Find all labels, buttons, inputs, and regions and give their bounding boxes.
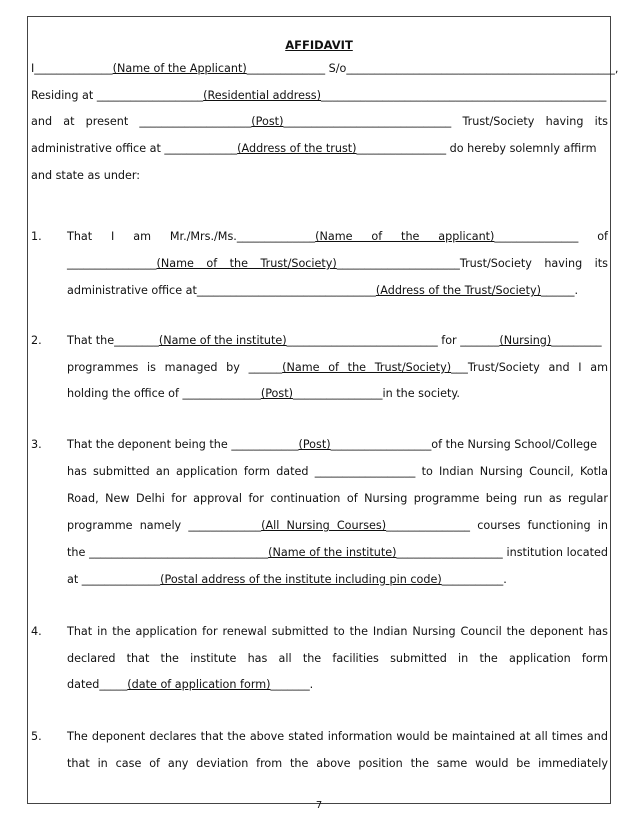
item-5-line-1: The deponent declares that the above stated information would be maintained at all times and xyxy=(67,730,608,743)
item-number: 5. xyxy=(31,730,42,743)
item-number: 2. xyxy=(31,334,42,347)
item-3-line-6: at ______________(Postal address of the institute including pin code)___________. xyxy=(67,573,507,586)
item-4-line-1: That in the application for renewal submitted to the Indian Nursing Council the deponent has xyxy=(67,625,608,638)
intro-line-2: Residing at ___________________(Residential address)___________________________________________________ xyxy=(31,89,607,102)
item-4-line-2: declared that the institute has all the facilities submitted in the application form xyxy=(67,652,608,665)
item-number: 1. xyxy=(31,230,42,243)
item-2-line-1: That the________(Name of the institute)___________________________ for _______(Nursing)_________ xyxy=(67,334,602,347)
item-number: 3. xyxy=(31,438,42,451)
item-5-line-2: that in case of any deviation from the above position the same would be immediately xyxy=(67,757,608,770)
intro-line-4: administrative office at _____________(Address of the trust)________________ do hereby solemnly affirm xyxy=(31,142,597,155)
intro-line-5: and state as under: xyxy=(31,169,141,182)
item-4-line-3: dated_____(date of application form)_______. xyxy=(67,678,314,691)
page-number: 7 xyxy=(315,800,323,811)
intro-line-1: I______________(Name of the Applicant)______________ S/o________________________________________________, xyxy=(31,62,619,75)
item-3-line-2: has submitted an application form dated __________________ to Indian Nursing Council, Kotla xyxy=(67,465,608,478)
item-1-line-3: administrative office at________________________________(Address of the Trust/Society)______. xyxy=(67,284,579,297)
document-title: AFFIDAVIT xyxy=(285,38,353,52)
item-3-line-5: the ________________________________(Name of the institute)___________________ institution located xyxy=(67,546,609,559)
intro-line-3: and at present ____________________(Post)______________________________ Trust/Society having its xyxy=(31,115,608,128)
item-3-line-4: programme namely _____________(All Nursing Courses)_______________ courses functioning in xyxy=(67,519,608,532)
item-1-line-1: That I am Mr./Mrs./Ms.______________(Name of the applicant)_______________ of xyxy=(67,230,608,243)
item-2-line-2: programmes is managed by ______(Name of the Trust/Society)___Trust/Society and I am xyxy=(67,361,608,374)
item-number: 4. xyxy=(31,625,42,638)
item-3-line-3: Road, New Delhi for approval for continuation of Nursing programme being run as regular xyxy=(67,492,608,505)
item-2-line-3: holding the office of ______________(Post)________________in the society. xyxy=(67,387,460,400)
item-1-line-2: ________________(Name of the Trust/Society)______________________Trust/Society having its xyxy=(67,257,608,270)
item-3-line-1: That the deponent being the ____________(Post)__________________of the Nursing School/College xyxy=(67,438,597,451)
